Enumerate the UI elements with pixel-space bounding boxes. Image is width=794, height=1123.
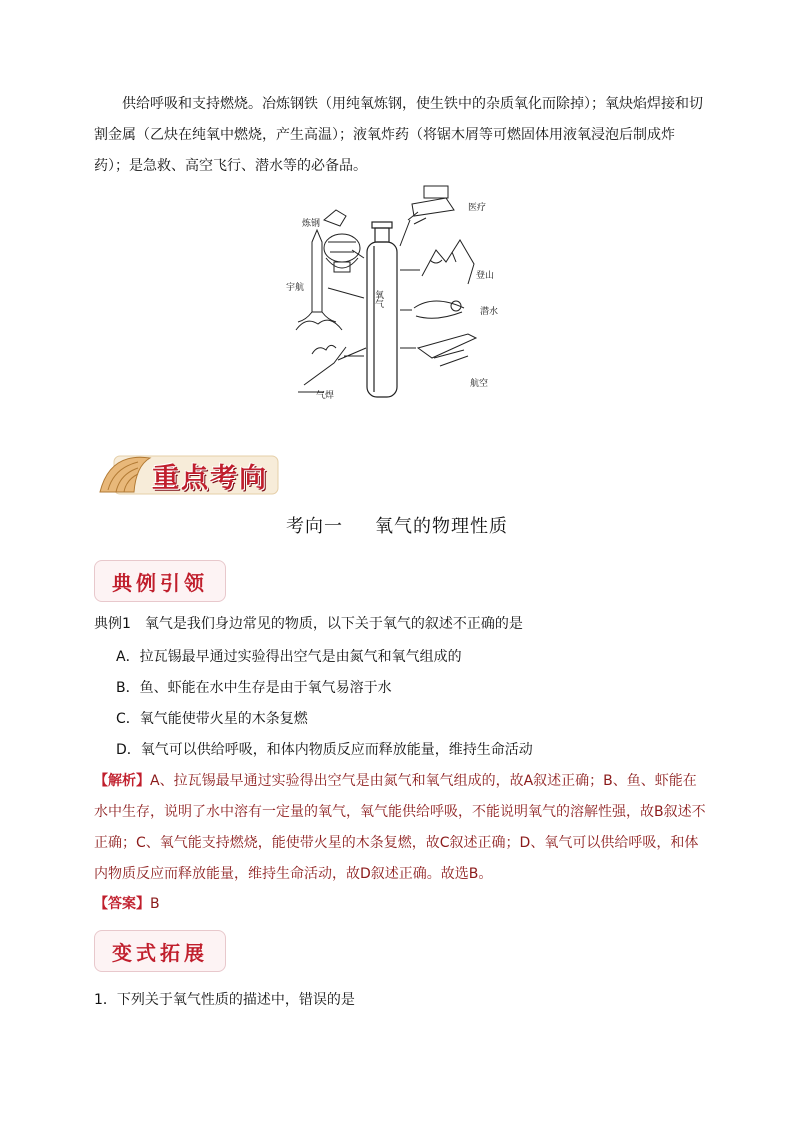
answer-text: B [150, 896, 160, 912]
dive-label: 潜水 [480, 307, 499, 317]
climb-label: 登山 [476, 271, 495, 281]
rocket-icon [296, 230, 342, 330]
analysis-paragraph [94, 766, 708, 890]
medical-icon [408, 186, 454, 224]
option-b: B．鱼、虾能在水中生存是由于氧气易溶于水 [116, 680, 392, 696]
variant-box-text: 变式拓展 [112, 941, 208, 965]
example-question: 典例1 氧气是我们身边常见的物质，以下关于氧气的叙述不正确的是 [94, 616, 523, 632]
oxygen-cylinder [367, 222, 397, 397]
section-title [0, 512, 794, 538]
cylinder-label: 氧气 [373, 290, 383, 308]
example-box-text: 典例引领 [112, 571, 208, 595]
medical-label: 医疗 [468, 203, 487, 213]
steel-furnace-icon [324, 210, 360, 272]
key-topics-banner [94, 452, 280, 498]
answer-tag: 【答案】 [94, 896, 150, 912]
option-d: D．氧气可以供给呼吸，和体内物质反应而释放能量，维持生命活动 [116, 742, 533, 758]
analysis-tag: 【解析】 [94, 773, 150, 789]
aviation-label: 航空 [470, 379, 489, 389]
analysis-text: A、拉瓦锡最早通过实验得出空气是由氮气和氧气组成的，故A叙述正确；B、鱼、虾能在水中生存，说明了水中溶有一定量的氧气，氧气能供给呼吸，不能说明氧气的溶解性强，故B叙述不正确；C、氧气能支持燃烧，能使带火星的木条复燃，故C叙述正确；D、氧气可以供给呼吸，和体内物质反应而释放能量，维持生命活动，故D叙述正确。故选B。 [94, 773, 706, 882]
space-label: 宇航 [286, 283, 305, 293]
variant-box-label [94, 930, 226, 972]
answer-line [94, 894, 160, 914]
option-c: C．氧气能使带火星的木条复燃 [116, 711, 308, 727]
intro-paragraph: 供给呼吸和支持燃烧。冶炼钢铁（用纯氧炼钢，使生铁中的杂质氧化而除掉）；氧炔焰焊接和切割金属（乙炔在纯氧中燃烧，产生高温）；液氧炸药（将锯木屑等可燃固体用液氧浸泡后制成炸药）；是急救、高空飞行、潜水等的必备品。 [94, 96, 703, 174]
option-a: A．拉瓦锡最早通过实验得出空气是由氮气和氧气组成的 [116, 649, 462, 665]
welding-icon [298, 345, 366, 392]
section-name: 氧气的物理性质 [375, 516, 508, 537]
variant-question: 1．下列关于氧气性质的描述中，错误的是 [94, 992, 355, 1008]
oxygen-uses-illustration [284, 180, 510, 402]
example-box-label [94, 560, 226, 602]
steel-label: 炼钢 [302, 219, 321, 229]
banner-title: 重点考向 [152, 463, 268, 494]
diver-icon [414, 301, 464, 318]
mountain-climb-icon [422, 240, 474, 284]
section-number: 考向一 [286, 516, 343, 537]
aircraft-icon [418, 334, 476, 366]
weld-label: 气焊 [316, 391, 335, 401]
